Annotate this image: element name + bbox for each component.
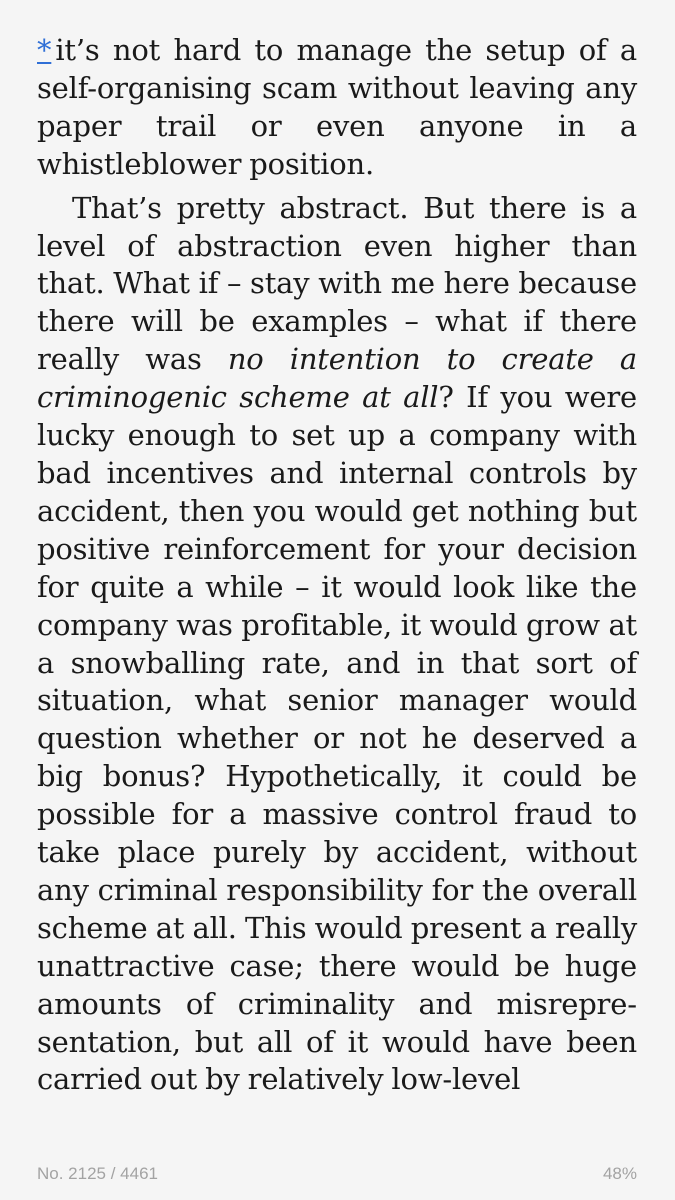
paragraph-text: it’s not hard to manage the setup of a self-organising scam without leaving any paper trail or even anyone in a whistleblower position. [37,33,637,181]
paragraph [37,32,637,184]
location-indicator[interactable]: No. 2125 / 4461 [37,1164,158,1183]
footnote-link[interactable]: * [37,33,52,67]
paragraph-text: That’s pretty abstract. But there is a level of abstraction even higher than that. What if – stay with me here because there will be examples – what if there really was [37,190,637,377]
reading-progress-footer[interactable] [37,1164,637,1184]
book-text [37,32,637,1099]
percent-read: 48% [602,1164,637,1183]
paragraph-text: ? If you were lucky enough to set up a company with bad incentives and internal controls by accident, then you would get nothing but positive reinforcement for your decision for quite a while – it would look like the company was profitable, it would grow at a snowballing rate, and in that sort of situation, what senior manager would question whether or not he deserved a big bonus? Hypothetically, it could be possible for a massive control fraud to take place purely by accident, without any criminal responsibility for the overall scheme at all. This would present a really unattractive case; there would be huge amounts of criminality and misrepresentation, but all of it would have been carried out by relatively low-level [37,380,637,1097]
paragraph [37,190,637,1100]
emphasized-text: no intention to create a criminogenic scheme at all [37,342,638,415]
